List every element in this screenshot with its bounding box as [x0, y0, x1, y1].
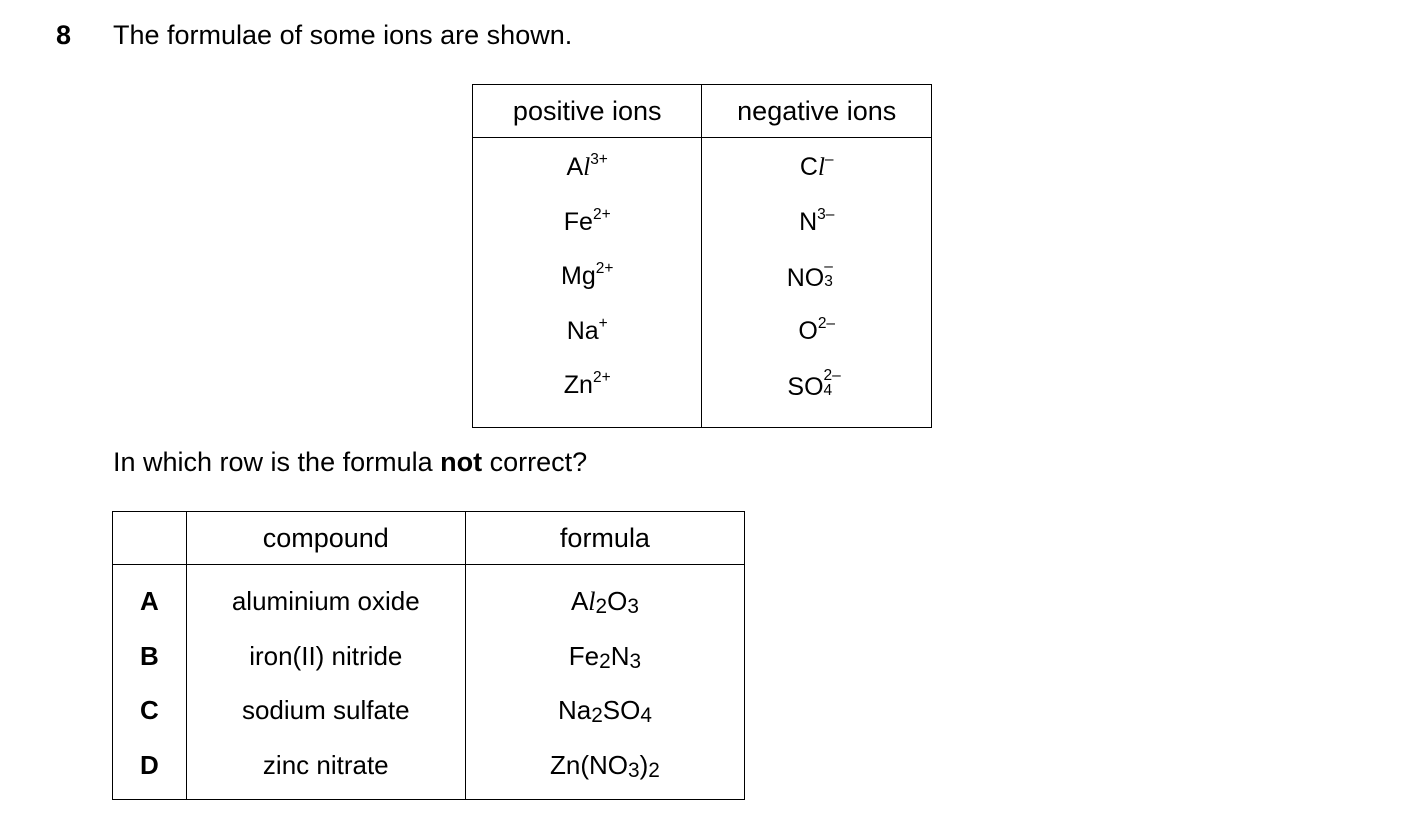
ion-symbol-italic: l — [583, 154, 591, 181]
compound-name: iron(II) nitride — [249, 640, 403, 671]
compound-formula — [466, 577, 744, 632]
ion-charge: 3– — [817, 205, 835, 223]
option-letter: D — [139, 749, 159, 780]
formula-symbol: A — [570, 586, 589, 616]
compound-header: compound — [186, 512, 465, 565]
ion-symbol: A — [566, 153, 584, 181]
ion-charge: – — [824, 151, 834, 169]
ion-charge: 2+ — [592, 369, 611, 387]
ion-sub-sup — [823, 367, 847, 399]
formula-subscript: 3 — [629, 649, 642, 673]
ion-sub-sup — [824, 258, 847, 290]
formula-symbol: N — [610, 640, 630, 671]
answers-table — [112, 511, 745, 800]
ion-symbol: Na — [566, 316, 599, 345]
formula-subscript: 4 — [640, 704, 652, 728]
ion-charge: 2– — [817, 314, 836, 332]
ion-symbol: SO — [787, 373, 824, 401]
formula-subscript: 3 — [628, 758, 640, 782]
prompt-bold: not — [440, 447, 483, 477]
ion-formula — [473, 152, 701, 207]
ion-charge: 2+ — [592, 205, 611, 223]
ion-symbol: Mg — [561, 262, 596, 290]
option-letter: A — [139, 586, 159, 616]
ion-symbol: C — [799, 153, 818, 181]
ion-formula — [702, 316, 931, 371]
ion-charge: 2+ — [595, 260, 614, 278]
compound-name: zinc nitrate — [262, 749, 389, 780]
option-letter: C — [139, 695, 159, 725]
question-text: The formulae of some ions are shown. — [113, 20, 573, 50]
formula-symbol: Fe — [568, 640, 600, 671]
negative-ions-column — [702, 138, 932, 428]
formula-subscript: 2 — [648, 758, 660, 782]
formula-symbol: Zn(NO — [550, 749, 629, 780]
formula-subscript: 2 — [599, 649, 611, 673]
compound-formula — [466, 632, 744, 687]
ion-formula — [702, 152, 931, 207]
formula-symbol: O — [607, 586, 628, 616]
letter-column — [113, 565, 187, 800]
compound-formula — [466, 741, 744, 796]
ion-formula — [473, 370, 701, 425]
ion-symbol: O — [798, 316, 818, 345]
ion-symbol-italic: l — [817, 154, 825, 181]
ion-formula — [702, 367, 931, 425]
negative-ions-header: negative ions — [702, 85, 932, 138]
question-prompt — [113, 447, 587, 478]
prompt-after: correct? — [482, 447, 588, 477]
ion-formula — [473, 207, 701, 262]
ion-symbol: N — [799, 207, 818, 236]
ion-symbol: Zn — [563, 371, 593, 399]
ion-charge: + — [598, 314, 608, 332]
answers-header-row — [113, 512, 745, 565]
compound-column — [186, 565, 465, 800]
option-letter: B — [139, 640, 159, 671]
prompt-before: In which row is the formula — [113, 447, 441, 477]
ion-symbol: NO — [786, 264, 825, 292]
letter-header — [113, 512, 187, 565]
formula-column — [465, 565, 744, 800]
positive-ions-column — [473, 138, 702, 428]
formula-symbol: Na — [557, 695, 592, 725]
ion-subscript: 3 — [824, 272, 833, 290]
compound-formula — [466, 686, 744, 741]
formula-header: formula — [465, 512, 744, 565]
formula-symbol: ) — [639, 749, 649, 780]
formula-subscript: 2 — [595, 595, 608, 619]
ion-formula — [702, 258, 931, 316]
formula-subscript: 2 — [591, 704, 603, 728]
ion-charge: – — [824, 258, 833, 276]
ion-subscript: 4 — [823, 381, 833, 399]
ion-charge: 3+ — [590, 151, 608, 169]
ion-symbol: Fe — [563, 207, 593, 236]
formula-subscript: 3 — [627, 595, 639, 619]
ions-table — [472, 84, 932, 428]
positive-ions-header: positive ions — [473, 85, 702, 138]
compound-name: sodium sulfate — [241, 695, 410, 725]
formula-symbol-italic: l — [588, 587, 596, 616]
compound-name: aluminium oxide — [231, 586, 420, 616]
formula-symbol: SO — [602, 695, 641, 725]
ion-formula — [473, 316, 701, 371]
ion-charge: 2– — [823, 367, 841, 385]
ion-formula — [473, 261, 701, 316]
question-number: 8 — [56, 20, 72, 50]
ions-header-row — [473, 85, 932, 138]
ion-formula — [702, 207, 931, 262]
